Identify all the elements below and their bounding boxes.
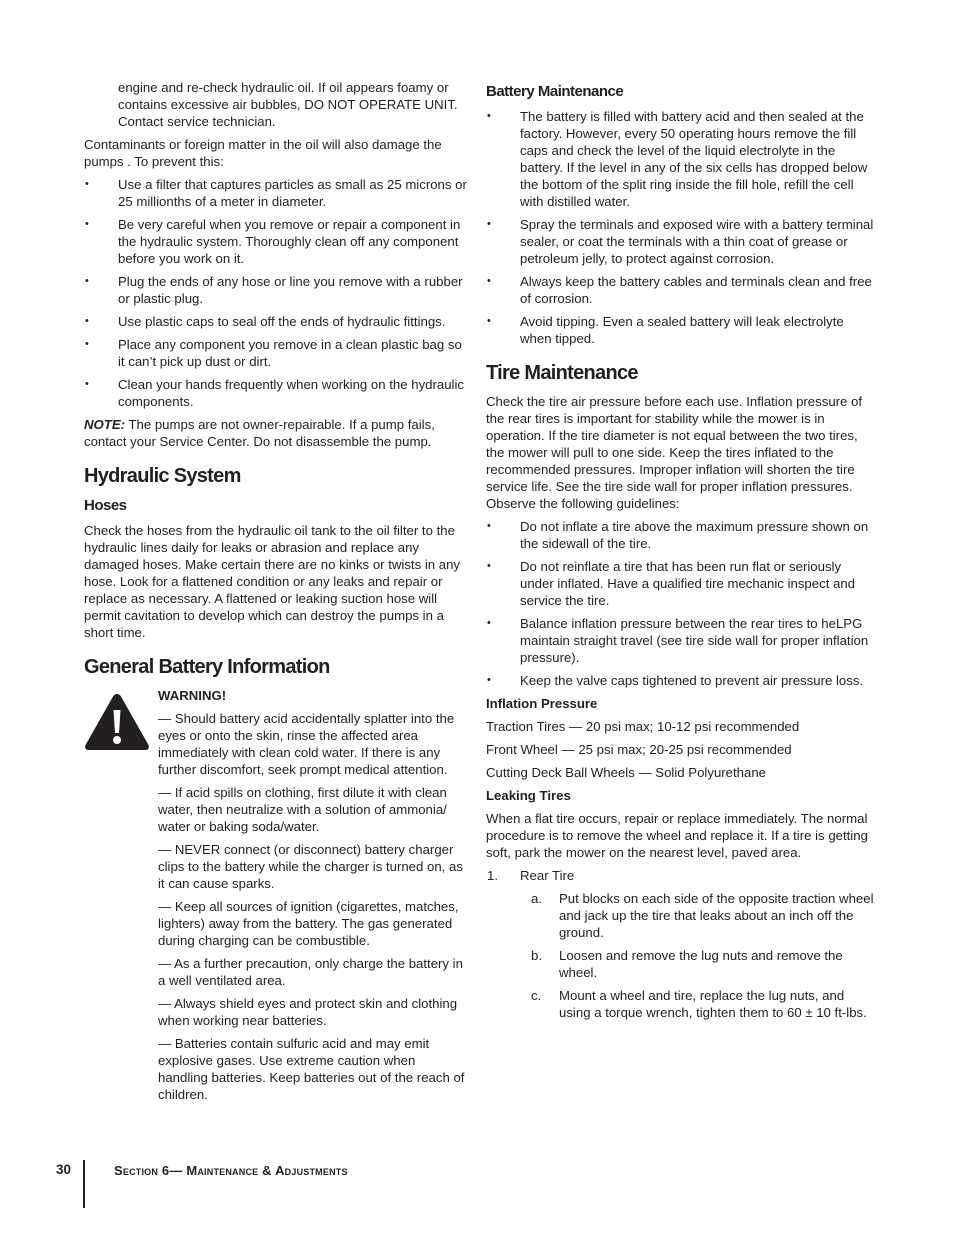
- hoses-heading: Hoses: [84, 497, 127, 514]
- list-item: • Balance inflation pressure between the rear tires to heLPG maintain straight travel (see tire side wall for proper inflation pressure).: [486, 615, 874, 666]
- item-number: 1.: [487, 868, 498, 883]
- list-item: • Plug the ends of any hose or line you remove with a rubber or plastic plug.: [84, 273, 468, 307]
- sub-step-label: b.: [531, 948, 542, 963]
- warning-item: — Batteries contain sulfuric acid and may emit explosive gases. Use extreme caution when handling batteries. Keep batteries out of the reach of children.: [158, 1036, 465, 1102]
- inflation-line: Front Wheel — 25 psi max; 20-25 psi recommended: [486, 742, 792, 757]
- warning-triangle-icon: [84, 693, 150, 751]
- battery-maintenance-heading: Battery Maintenance: [486, 83, 624, 100]
- sub-step-label: a.: [531, 891, 542, 906]
- right-column: [486, 79, 874, 1027]
- sub-step-item: [486, 947, 874, 981]
- page-number: 30: [56, 1162, 72, 1177]
- inflation-pressure-heading: Inflation Pressure: [486, 696, 598, 711]
- sub-step-label: c.: [531, 988, 542, 1003]
- inflation-line: Cutting Deck Ball Wheels — Solid Polyurethane: [486, 765, 767, 780]
- warning-title: WARNING!: [158, 688, 227, 703]
- tire-maintenance-heading: Tire Maintenance: [486, 362, 638, 384]
- note-label: NOTE:: [84, 417, 126, 432]
- list-item: • Be very careful when you remove or repair a component in the hydraulic system. Thoroughly clean off any component before you work on it.: [84, 216, 468, 267]
- list-item: • Use a filter that captures particles as small as 25 microns or 25 millionths of a meter in diameter.: [84, 176, 468, 210]
- sub-step-text: Loosen and remove the lug nuts and remove the wheel.: [559, 948, 843, 980]
- warning-item: — Always shield eyes and protect skin and clothing when working near batteries.: [158, 996, 458, 1028]
- sub-step-list: [486, 890, 874, 1021]
- contaminants-intro: Contaminants or foreign matter in the oil will also damage the pumps . To prevent this:: [84, 137, 442, 169]
- hoses-paragraph: Check the hoses from the hydraulic oil tank to the oil filter to the hydraulic lines daily for leaks or abrasion and replace any damaged hoses. Make certain there are no kinks or twists in any hose. Look for a flattened condition or any leaks and repair or replace as necessary. A flattened or leaking suction hose will permit cavitation to develop which can destroy the pumps in a short time.: [84, 523, 461, 640]
- sub-step-item: [486, 890, 874, 941]
- tire-intro-paragraph: Check the tire air pressure before each use. Inflation pressure of the rear tires is important for stability while the mower is in operation. If the tire diameter is not equal between the two tires, the mower will pull to one side. Keep the tires inflated to the recommended pressures. Improper inflation will shorten the tire service life. See the tire side wall for proper inflation pressures. Observe the following guidelines:: [486, 394, 863, 511]
- item-text: Rear Tire: [520, 868, 575, 883]
- general-battery-heading: General Battery Information: [84, 656, 330, 678]
- list-item: • Spray the terminals and exposed wire with a battery terminal sealer, or coat the terminals with a thin coat of grease or petroleum jelly, to protect against corrosion.: [486, 216, 874, 267]
- numbered-item: [486, 867, 874, 884]
- leaking-tires-paragraph: When a flat tire occurs, repair or replace immediately. The normal procedure is to remove the wheel and replace it. If a tire is getting soft, park the mower on the nearest level, paved area.: [486, 811, 868, 860]
- warning-item: — Keep all sources of ignition (cigarettes, matches, lighters) away from the battery. The gas generated during charging can be combustible.: [158, 899, 459, 948]
- sub-step-item: [486, 987, 874, 1021]
- list-item: • Place any component you remove in a clean plastic bag so it can’t pick up dust or dirt.: [84, 336, 468, 370]
- warning-block: [84, 687, 468, 1103]
- tire-bullet-list: [486, 518, 874, 689]
- section-title: Section 6— Maintenance & Adjustments: [114, 1163, 348, 1178]
- warning-item: — If acid spills on clothing, first dilute it with clean water, then neutralize with a solution of ammonia/ water or baking soda/water.: [158, 785, 447, 834]
- contaminant-bullet-list: [84, 176, 468, 410]
- left-column: [84, 79, 468, 1109]
- list-item: • Clean your hands frequently when working on the hydraulic components.: [84, 376, 468, 410]
- note-paragraph: [84, 416, 468, 450]
- list-item: • Avoid tipping. Even a sealed battery will leak electrolyte when tipped.: [486, 313, 874, 347]
- numbered-list: [486, 867, 874, 884]
- battery-bullet-list: [486, 108, 874, 347]
- warning-item: — Should battery acid accidentally splatter into the eyes or onto the skin, rinse the affected area immediately with clean cold water. If there is any further discomfort, seek prompt medical attention.: [158, 711, 455, 777]
- hydraulic-system-heading: Hydraulic System: [84, 465, 241, 487]
- list-item: • Always keep the battery cables and terminals clean and free of corrosion.: [486, 273, 874, 307]
- footer-divider: [83, 1160, 85, 1208]
- sub-step-text: Put blocks on each side of the opposite traction wheel and jack up the tire that leaks about an inch off the ground.: [559, 891, 874, 940]
- list-item: • Use plastic caps to seal off the ends of hydraulic fittings.: [84, 313, 468, 330]
- warning-item: — NEVER connect (or disconnect) battery charger clips to the battery while the charger is turned on, as it can cause sparks.: [158, 842, 463, 891]
- inflation-line: Traction Tires — 20 psi max; 10-12 psi recommended: [486, 719, 800, 734]
- warning-item: — As a further precaution, only charge the battery in a well ventilated area.: [158, 956, 463, 988]
- list-item: • The battery is filled with battery acid and then sealed at the factory. However, every 50 operating hours remove the fill caps and check the level of the liquid electrolyte in the battery. If the level in any of the six cells has dropped below the bottom of the split ring inside the fill hole, refill the cell with distilled water.: [486, 108, 874, 210]
- page-footer: [54, 1160, 454, 1208]
- note-text: The pumps are not owner-repairable. If a pump fails, contact your Service Center. Do not disassemble the pump.: [84, 417, 435, 449]
- list-item: • Do not reinflate a tire that has been run flat or seriously under inflated. Have a qualified tire mechanic inspect and service the tire.: [486, 558, 874, 609]
- list-item: • Do not inflate a tire above the maximum pressure shown on the sidewall of the tire.: [486, 518, 874, 552]
- list-item: • Keep the valve caps tightened to prevent air pressure loss.: [486, 672, 874, 689]
- leaking-tires-heading: Leaking Tires: [486, 788, 571, 803]
- sub-step-text: Mount a wheel and tire, replace the lug nuts, and using a torque wrench, tighten them to 60 ± 10 ft-lbs.: [559, 988, 867, 1020]
- continued-text: engine and re-check hydraulic oil. If oil appears foamy or contains excessive air bubbles, DO NOT OPERATE UNIT. Contact service technician.: [118, 80, 458, 129]
